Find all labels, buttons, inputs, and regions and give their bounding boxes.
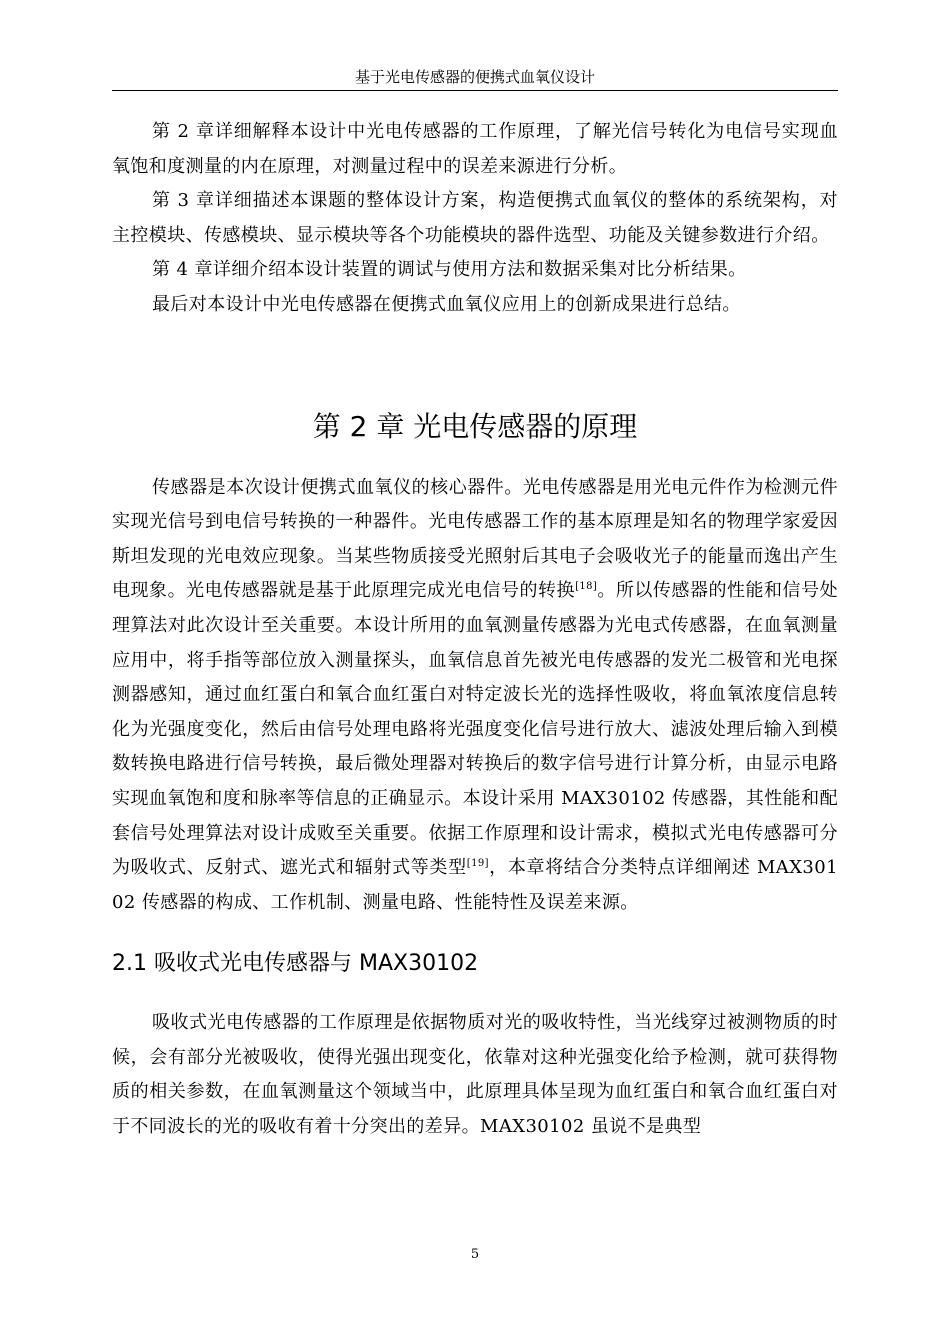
intro-paragraph-4: 最后对本设计中光电传感器在便携式血氧仪应用上的创新成果进行总结。 (152, 293, 741, 315)
intro-paragraph-2: 第 3 章详细描述本课题的整体设计方案，构造便携式血氧仪的整体的系统架构，对主控模块、传感模块、显示模块等各个功能模块的器件选型、功能及关键参数进行介绍。 (112, 190, 838, 246)
citation-19: [19] (466, 858, 489, 870)
chapter-title: 第 2 章 光电传感器的原理 (312, 409, 638, 443)
header-rule (112, 90, 838, 91)
chapter-paragraph-part-2: 。所以传感器的性能和信号处理算法对此次设计至关重要。本设计所用的血氧测量传感器为光电式传感器，在血氧测量应用中，将手指等部位放入测量探头，血氧信息首先被光电传感器的发光二极管和光电探测器感知，通过血红蛋白和氧合血红蛋白对特定波长光的选择性吸收，将血氧浓度信息转化为光强度变化，然后由信号处理电路将光强度变化信号进行放大、滤波处理后输入到模数转换电路进行信号转换，最后微处理器对转换后的数字信号进行计算分析，由显示电路实现血氧饱和度和脉率等信息的正确显示。本设计采用 MAX30102 传感器，其性能和配套信号处理算法对设计成败至关重要。依据工作原理和设计需求，模拟式光电传感器可分为吸收式、反射式、遮光式和辐射式等类型 (112, 580, 838, 879)
chapter-paragraph-part-1: 传感器是本次设计便携式血氧仪的核心器件。光电传感器是用光电元件作为检测元件实现光信号到电信号转换的一种器件。光电传感器工作的基本原理是知名的物理学家爱因斯坦发现的光电效应现象。当某些物质接受光照射后其电子会吸收光子的能量而逸出产生电现象。光电传感器就是基于此原理完成光电信号的转换 (112, 476, 838, 602)
section-title: 2.1 吸收式光电传感器与 MAX30102 (112, 951, 479, 977)
running-header: 基于光电传感器的便携式血氧仪设计 (354, 68, 595, 86)
chapter-paragraph (112, 471, 838, 921)
citation-18: [18] (575, 581, 598, 593)
intro-paragraph-3: 第 4 章详细介绍本设计装置的调试与使用方法和数据采集对比分析结果。 (152, 259, 747, 281)
intro-paragraph-1: 第 2 章详细解释本设计中光电传感器的工作原理，了解光信号转化为电信号实现血氧饱和度测量的内在原理，对测量过程中的误差来源进行分析。 (112, 121, 838, 177)
section-paragraph: 吸收式光电传感器的工作原理是依据物质对光的吸收特性，当光线穿过被测物质的时候，会有部分光被吸收，使得光强出现变化，依靠对这种光强变化给予检测，就可获得物质的相关参数，在血氧测量这个领域当中，此原理具体呈现为血红蛋白和氧合血红蛋白对于不同波长的光的吸收有着十分突出的差异。MAX30102 虽说不是典型 (112, 1012, 838, 1138)
page-body (112, 115, 838, 1145)
chapter-paragraph-part-3: ，本章将结合分类特点详细阐述 MAX30102 传感器的构成、工作机制、测量电路、性能特性及误差来源。 (112, 857, 838, 913)
page-number: 5 (470, 1247, 480, 1262)
